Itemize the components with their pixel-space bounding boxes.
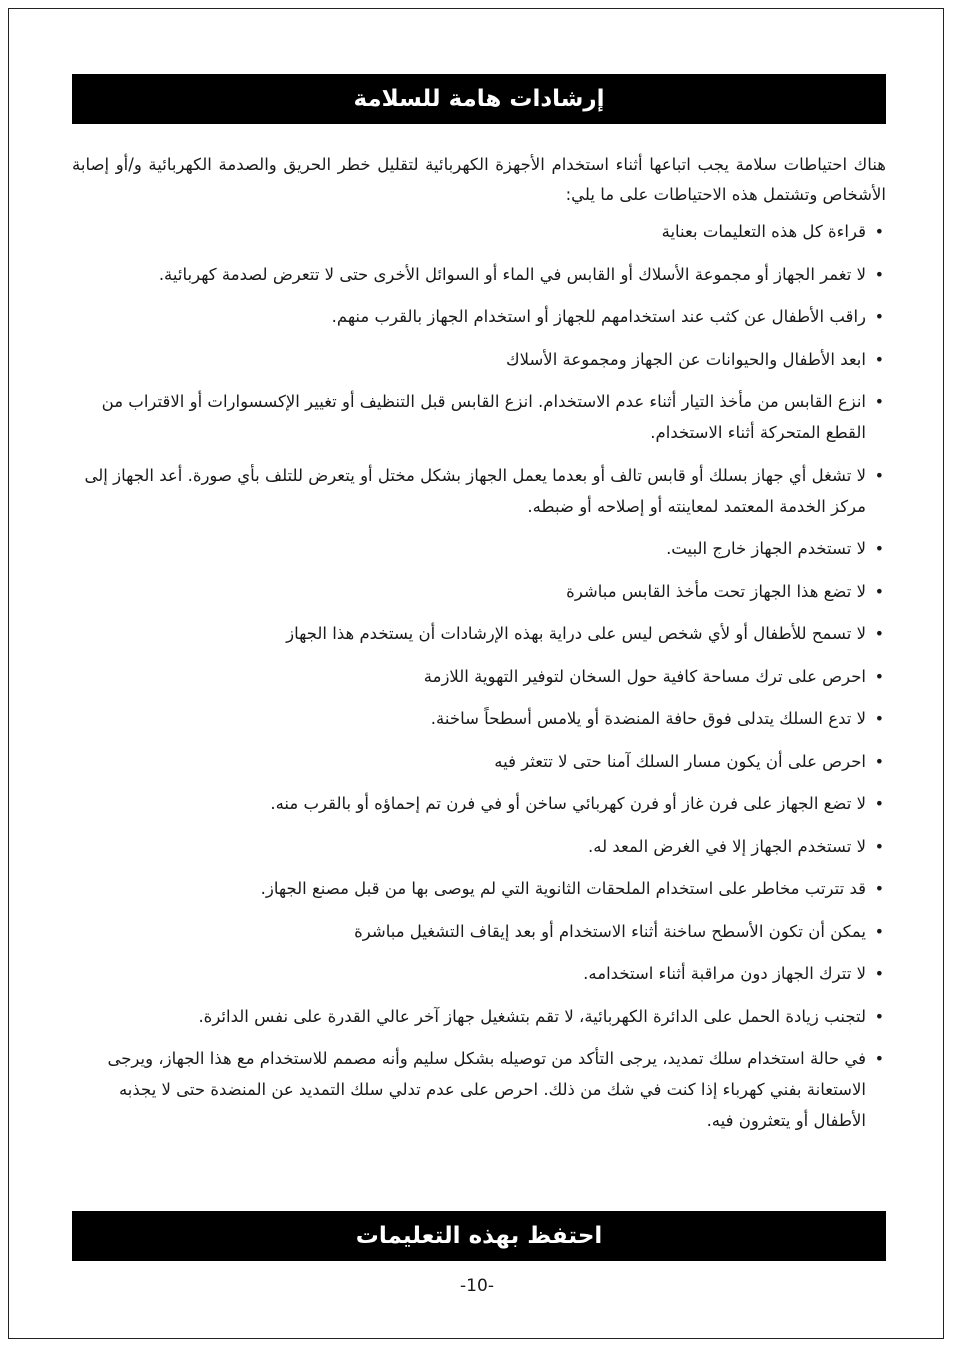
rule-text: لا تستخدم الجهاز إلا في الغرض المعد له.: [588, 836, 866, 856]
rule-text: لا تترك الجهاز دون مراقبة أثناء استخدامه.: [583, 964, 866, 983]
keep-instructions-text: احتفظ بهذه التعليمات: [355, 1223, 603, 1249]
rule-text: قد تترتب مخاطر على استخدام الملحقات الثانوية التي لم يوصى بها من قبل مصنع الجهاز.: [260, 879, 866, 898]
bullet-icon: •: [874, 1006, 884, 1026]
bullet-icon: •: [874, 349, 884, 369]
bullet-icon: •: [874, 1049, 884, 1068]
rule-text: لا تسمح للأطفال أو لأي شخص ليس على دراية بهذه الإرشادات أن يستخدم هذا الجهاز: [286, 624, 866, 643]
rule-text: احرص على أن يكون مسار السلك آمنا حتى لا تتعثر فيه: [494, 751, 866, 771]
safety-title-banner: [72, 74, 886, 124]
list-item: [72, 386, 886, 448]
rule-text: راقب الأطفال عن كثب عند استخدامهم للجهاز أو استخدام الجهاز بالقرب منهم.: [331, 307, 866, 326]
rule-text: لا تستخدم الجهاز خارج البيت.: [666, 539, 866, 558]
rule-text: قراءة كل هذه التعليمات بعناية: [661, 222, 866, 241]
rule-text: ابعد الأطفال والحيوانات عن الجهاز ومجموعة الأسلاك: [506, 349, 866, 369]
rule-text: انزع القابس من مأخذ التيار أثناء عدم الاستخدام. انزع القابس قبل التنظيف أو تغيير الإكسسوارات أو الاقتراب من القطع المتحركة أثناء الاستخدام.: [101, 392, 866, 442]
list-item: [72, 916, 886, 947]
bullet-icon: •: [874, 581, 884, 601]
bullet-icon: •: [874, 264, 884, 284]
rule-text: لا تشغل أي جهاز بسلك أو قابس تالف أو بعدما يعمل الجهاز بشكل مختل أو يتعرض للتلف بأي صورة. أعد الجهاز إلى مركز الخدمة المعتمد لمعاينته أو إصلاحه أو ضبطه.: [84, 465, 866, 516]
bullet-icon: •: [874, 921, 884, 941]
bullet-icon: •: [874, 751, 884, 771]
rule-text: لا تضع الجهاز على فرن غاز أو فرن كهربائي ساخن أو في فرن تم إحماؤه أو بالقرب منه.: [270, 794, 866, 813]
list-item: [72, 1043, 886, 1136]
bullet-icon: •: [874, 794, 884, 813]
list-item: [72, 301, 886, 332]
list-item: [72, 216, 886, 247]
list-item: [72, 259, 886, 290]
rule-text: احرص على ترك مساحة كافية حول السخان لتوفير التهوية اللازمة: [423, 666, 866, 686]
bullet-icon: •: [874, 222, 884, 241]
list-item: [72, 576, 886, 607]
bullet-icon: •: [874, 836, 884, 856]
rule-text: لا تغمر الجهاز أو مجموعة الأسلاك أو القابس في الماء أو السوائل الأخرى حتى لا تتعرض لصدمة كهربائية.: [158, 264, 866, 284]
list-item: [72, 460, 886, 522]
bullet-icon: •: [874, 539, 884, 558]
list-item: [72, 703, 886, 734]
list-item: [72, 1001, 886, 1032]
list-item: [72, 831, 886, 862]
list-item: [72, 533, 886, 564]
bullet-icon: •: [874, 307, 884, 326]
bullet-icon: •: [874, 709, 884, 728]
rule-text: في حالة استخدام سلك تمديد، يرجى التأكد من توصيله بشكل سليم وأنه مصمم للاستخدام مع هذا الجهاز، ويرجى الاستعانة بفني كهرباء إذا كنت في شك من ذلك. احرص على عدم تدلي سلك التمديد عن المنضدة حتى لا يجذبه الأطفال أو يتعثرون فيه.: [107, 1049, 866, 1130]
list-item: [72, 958, 886, 989]
list-item: [72, 873, 886, 904]
safety-content: [72, 150, 886, 1148]
intro-paragraph: هناك احتياطات سلامة يجب اتباعها أثناء استخدام الأجهزة الكهربائية لتقليل خطر الحريق والصدمة الكهربائية و/أو إصابة الأشخاص وتشتمل هذه الاحتياطات على ما يلي:: [72, 155, 886, 204]
bullet-icon: •: [874, 465, 884, 485]
safety-rules-list: [72, 216, 886, 1136]
bullet-icon: •: [874, 666, 884, 686]
page-number: -10-: [460, 1276, 494, 1296]
list-item: [72, 618, 886, 649]
list-item: [72, 344, 886, 375]
list-item: [72, 788, 886, 819]
page-title: إرشادات هامة للسلامة: [353, 86, 605, 112]
bullet-icon: •: [874, 879, 884, 898]
rule-text: لتجنب زيادة الحمل على الدائرة الكهربائية، لا تقم بتشغيل جهاز آخر عالي القدرة على نفس الدائرة.: [198, 1006, 866, 1026]
bullet-icon: •: [874, 624, 884, 643]
rule-text: لا تدع السلك يتدلى فوق حافة المنضدة أو يلامس أسطحاً ساخنة.: [430, 709, 866, 728]
bullet-icon: •: [874, 392, 884, 411]
list-item: [72, 746, 886, 777]
keep-instructions-banner: [72, 1211, 886, 1261]
rule-text: لا تضع هذا الجهاز تحت مأخذ القابس مباشرة: [566, 581, 866, 601]
list-item: [72, 661, 886, 692]
rule-text: يمكن أن تكون الأسطح ساخنة أثناء الاستخدام أو بعد إيقاف التشغيل مباشرة: [354, 921, 866, 941]
bullet-icon: •: [874, 964, 884, 983]
